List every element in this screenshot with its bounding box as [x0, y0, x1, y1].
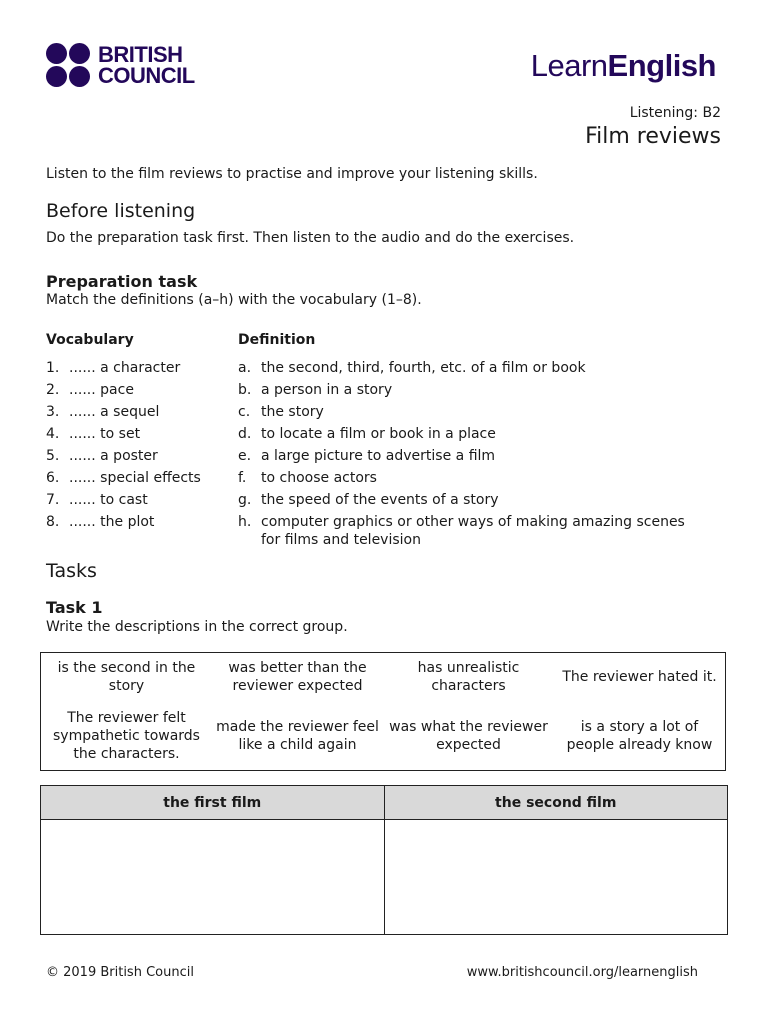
definition-item: h. computer graphics or other ways of making amazing scenes for films and television — [238, 514, 685, 548]
second-film-answer-cell[interactable] — [384, 820, 728, 935]
logo-dots-icon — [46, 43, 90, 87]
footer-copyright: © 2019 British Council — [46, 965, 194, 980]
group-header-second-film: the second film — [384, 786, 728, 820]
logo-wordmark: BRITISH COUNCIL — [98, 42, 195, 88]
description-item: The reviewer felt sympathetic towards the characters. — [53, 709, 200, 762]
definition-item: e. a large picture to advertise a film — [238, 448, 496, 464]
vocab-item: 2. ...... pace — [46, 382, 134, 398]
groups-table — [40, 785, 728, 935]
task1-heading: Task 1 — [46, 598, 103, 617]
footer-url[interactable]: www.britishcouncil.org/learnenglish — [466, 965, 698, 980]
definition-item: b. a person in a story — [238, 382, 393, 398]
learnenglish-logo: LearnEnglish — [530, 48, 716, 83]
description-item: The reviewer hated it. — [562, 669, 717, 685]
definition-item: g. the speed of the events of a story — [238, 492, 499, 508]
definition-item: a. the second, third, fourth, etc. of a film or book — [238, 360, 586, 376]
first-film-answer-cell[interactable] — [41, 820, 385, 935]
task1-text: Write the descriptions in the correct group. — [46, 619, 348, 635]
definition-item: c. the story — [238, 404, 324, 420]
preparation-task-text: Match the definitions (a–h) with the vocabulary (1–8). — [46, 292, 422, 308]
before-listening-heading: Before listening — [46, 200, 196, 222]
vocab-item: 4. ...... to set — [46, 426, 141, 442]
vocab-item: 8. ...... the plot — [46, 514, 155, 530]
vocab-item: 1. ...... a character — [46, 360, 181, 376]
descriptions-box — [40, 652, 726, 771]
page-title: Film reviews — [585, 124, 721, 149]
vocab-item: 3. ...... a sequel — [46, 404, 160, 420]
definition-item: f. to choose actors — [238, 470, 377, 486]
description-item: is a story a lot of people already know — [566, 718, 713, 753]
vocabulary-list — [46, 357, 201, 533]
vocabulary-header: Vocabulary — [46, 332, 134, 348]
vocab-item: 6. ...... special effects — [46, 470, 201, 486]
intro-text: Listen to the film reviews to practise and improve your listening skills. — [46, 166, 538, 182]
description-item: is the second in the story — [57, 660, 196, 694]
vocab-item: 5. ...... a poster — [46, 448, 158, 464]
british-council-logo — [46, 43, 195, 87]
description-item: was what the reviewer expected — [389, 718, 548, 753]
description-item: made the reviewer feel like a child again — [216, 718, 379, 753]
group-header-first-film: the first film — [41, 786, 385, 820]
level-label: Listening: B2 — [629, 105, 721, 121]
vocab-item: 7. ...... to cast — [46, 492, 148, 508]
description-item: was better than the reviewer expected — [228, 660, 367, 694]
definition-item: d. to locate a film or book in a place — [238, 426, 496, 442]
tasks-heading: Tasks — [46, 560, 97, 582]
definition-list — [238, 357, 718, 551]
description-item: has unrealistic characters — [417, 660, 520, 694]
before-listening-text: Do the preparation task first. Then listen to the audio and do the exercises. — [46, 230, 575, 246]
preparation-task-heading: Preparation task — [46, 272, 198, 291]
definition-header: Definition — [238, 332, 316, 348]
